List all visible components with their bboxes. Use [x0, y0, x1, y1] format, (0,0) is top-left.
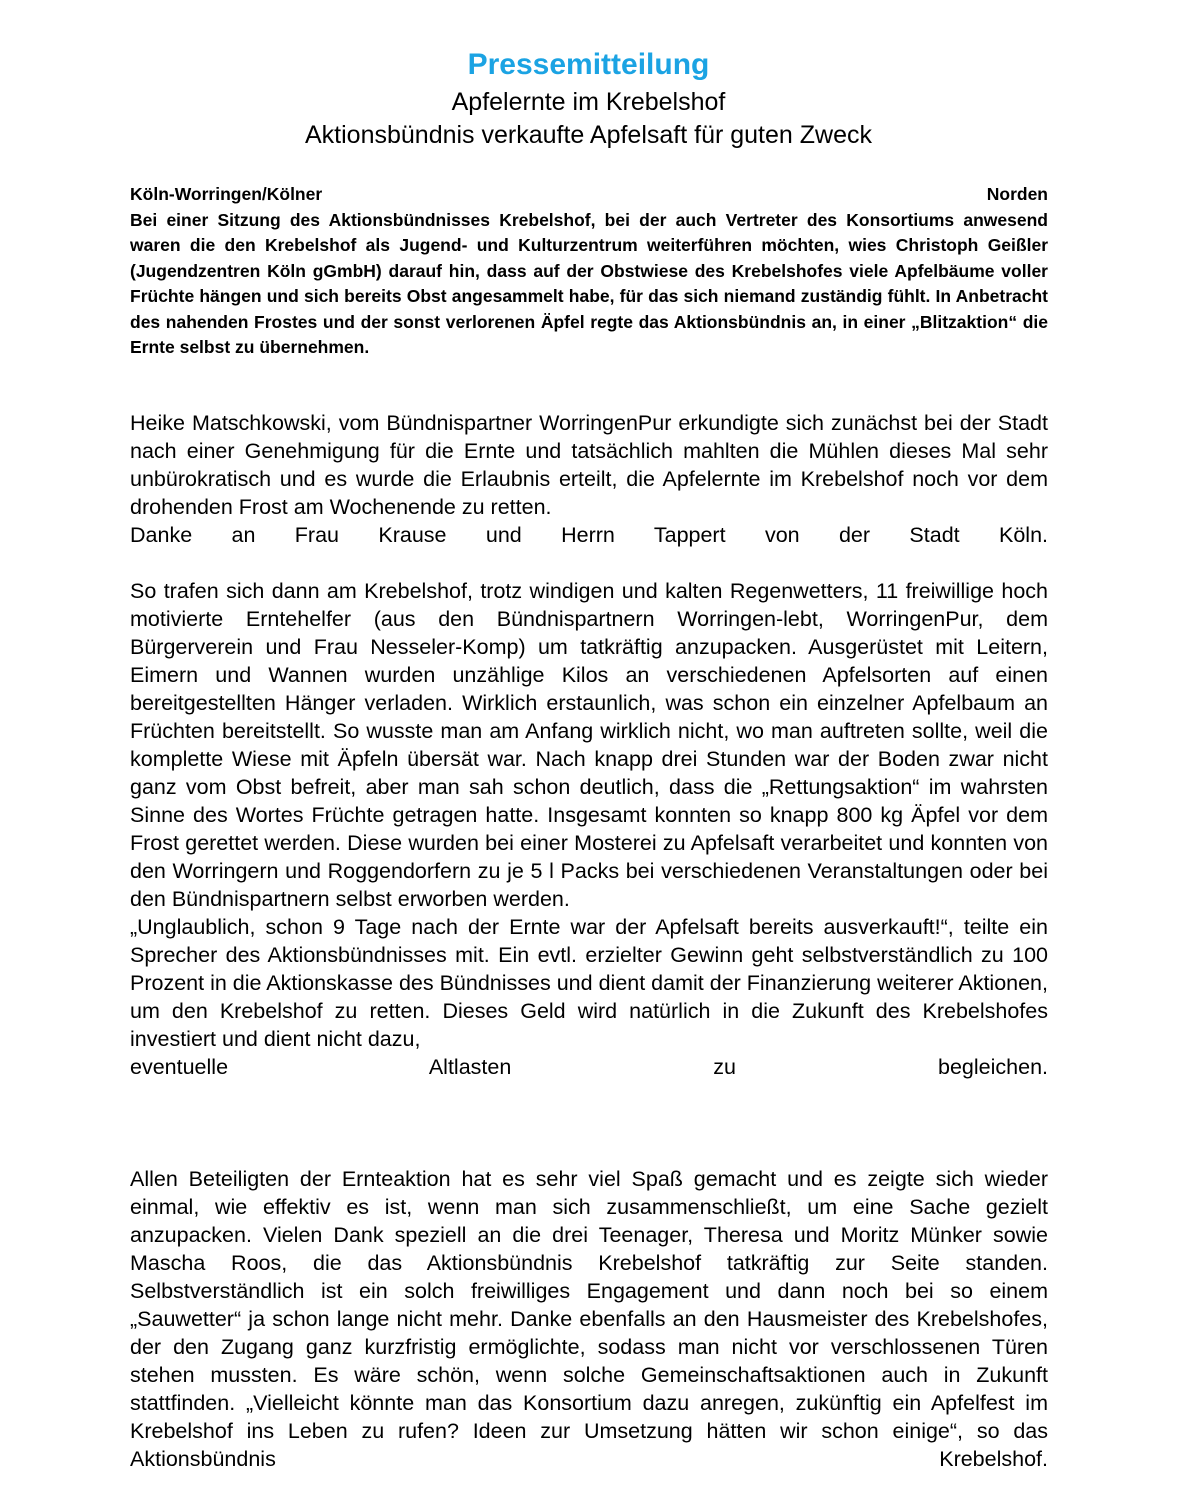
paragraph-1-text: Heike Matschkowski, vom Bündnispartner WorringenPur erkundigte sich zunächst bei der Stadt nach einer Genehmigung für die Ernte und tatsächlich mahlten die Mühlen dieses Mal sehr unbürokratisch und es wurde die Erlaubnis erteilt, die Apfelernte im Krebelshof noch vor dem drohenden Frost am Wochenende zu retten. [130, 411, 1048, 519]
paragraph-3-text: Allen Beteiligten der Ernteaktion hat es sehr viel Spaß gemacht und es zeigte sich wieder einmal, wie effektiv es ist, wenn man sich zusammenschließt, um eine Sache gezielt anzupacken. Vielen Dank speziell an die drei Teenager, Theresa und Moritz Münker sowie Mascha Roos, die das Aktionsbündnis Krebelshof tatkräftig zur Seite standen. Selbstverständlich ist ein solch freiwilliges Engagement und dann noch bei so einem „Sauwetter“ ja schon lange nicht mehr. Danke ebenfalls an den Hausmeister des Krebelshofes, der den Zugang ganz kurzfristig ermöglichte, sodass man nicht vor verschlossenen Türen stehen mussten. Es wäre schön, wenn solche Gemeinschaftsaktionen auch in Zukunft stattfinden. „Vielleicht könnte man das Konsortium dazu anregen, zukünftig ein Apfelfest im Krebelshof ins Leben zu rufen? Ideen zur Umsetzung hätten wir schon einige“, so das Aktionsbündnis Krebelshof. [130, 1167, 1048, 1471]
document-subtitle-2: Aktionsbündnis verkaufte Apfelsaft für guten Zweck [305, 121, 872, 149]
paragraph-1 [130, 409, 1048, 549]
paragraph-2-quote: „Unglaublich, schon 9 Tage nach der Ernte war der Apfelsaft bereits ausverkauft!“, teilte ein Sprecher des Aktionsbündnisses mit. Ein evtl. erzielter Gewinn geht selbstverständlich zu 100 Prozent in die Aktionskasse des Bündnisses und dient damit der Finanzierung weiterer Aktionen, um den Krebelshof zu retten. Dieses Geld wird natürlich in die Zukunft des Krebelshofes investiert und dient nicht dazu, [130, 915, 1048, 1051]
paragraph-3 [130, 1165, 1048, 1473]
dateline-location: Köln-Worringen/Kölner [130, 184, 323, 204]
paragraph-2-text: So trafen sich dann am Krebelshof, trotz windigen und kalten Regenwetters, 11 freiwillige hoch motivierte Erntehelfer (aus den Bündnispartnern Worringen-lebt, WorringenPur, dem Bürgerverein und Frau Nesseler-Komp) um tatkräftig anzupacken. Ausgerüstet mit Leitern, Eimern und Wannen wurden unzählige Kilos an verschiedenen Apfelsorten auf einen bereitgestellten Hänger verladen. Wirklich erstaunlich, was schon ein einzelner Apfelbaum an Früchten bereitstellt. So wusste man am Anfang wirklich nicht, wo man auftreten sollte, weil die komplette Wiese mit Äpfeln übersät war. Nach knapp drei Stunden war der Boden zwar nicht ganz vom Obst befreit, aber man sah schon deutlich, dass die „Rettungsaktion“ im wahrsten Sinne des Wortes Früchte getragen hatte. Insgesamt konnten so knapp 800 kg Äpfel vor dem Frost gerettet werden. Diese wurden bei einer Mosterei zu Apfelsaft verarbeitet und konnten von den Worringern und Roggendorfern zu je 5 l Packs bei verschiedenen Veranstaltungen oder bei den Bündnispartnern selbst erworben werden. [130, 579, 1048, 911]
dateline [130, 182, 1048, 208]
lead-text: Bei einer Sitzung des Aktionsbündnisses Krebelshof, bei der auch Vertreter des Konsortiums anwesend waren die den Krebelshof als Jugend- und Kulturzentrum weiterführen möchten, wies Christoph Geißler (Jugendzentren Köln gGmbH) darauf hin, dass auf der Obstwiese des Krebelshofes viele Apfelbäume voller Früchte hängen und sich bereits Obst angesammelt habe, für das sich niemand zuständig fühlt. In Anbetracht des nahenden Frostes und der sonst verlorenen Äpfel regte das Aktionsbündnis an, in einer „Blitzaktion“ die Ernte selbst zu übernehmen. [130, 209, 1048, 357]
dateline-location-right: Norden [986, 184, 1048, 204]
paragraph-2 [130, 577, 1048, 1081]
document-subtitle-1: Apfelernte im Krebelshof [451, 88, 726, 116]
paragraph-1-thanks: Danke an Frau Krause und Herrn Tappert von der Stadt Köln. [130, 523, 1048, 547]
lead-paragraph [130, 182, 1048, 361]
paragraph-2-last-line: eventuelle Altlasten zu begleichen. [130, 1055, 1048, 1079]
document-title: Pressemitteilung [467, 48, 710, 81]
